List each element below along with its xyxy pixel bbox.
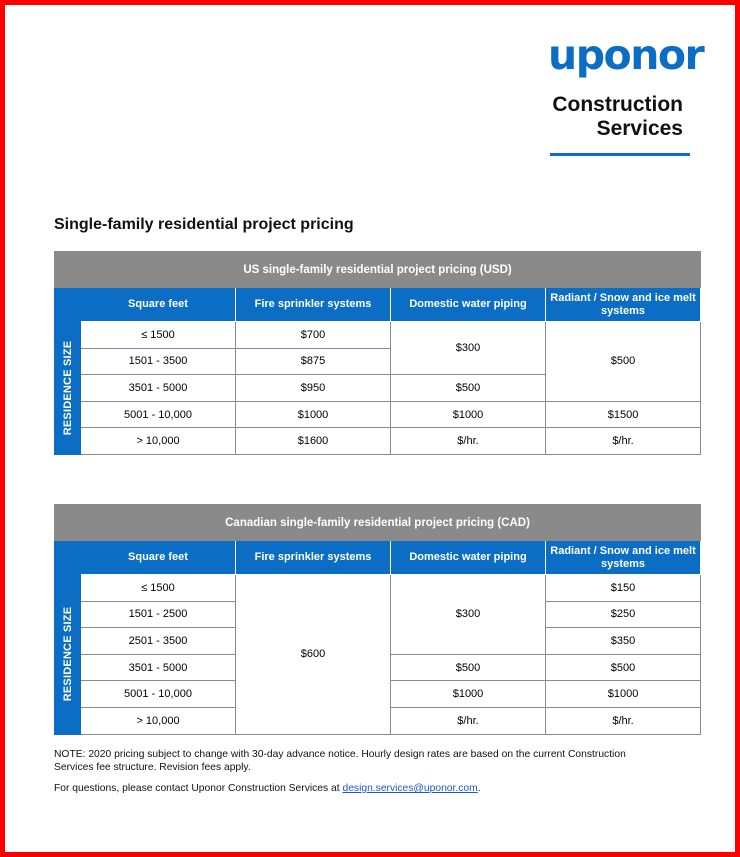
- fire-cell: $1600: [236, 428, 391, 455]
- subtitle-line-2: Services: [596, 117, 683, 140]
- contact-prefix: For questions, please contact Uponor Construction Services at: [54, 783, 343, 794]
- radiant-cell: $250: [546, 601, 701, 628]
- table-row: [55, 428, 701, 455]
- us-pricing-table: [54, 251, 701, 455]
- radiant-cell: $500: [546, 322, 701, 402]
- water-cell: $1000: [391, 681, 546, 708]
- fire-cell: $1000: [236, 401, 391, 428]
- fire-cell: $875: [236, 348, 391, 375]
- water-cell: $/hr.: [391, 428, 546, 455]
- size-cell: 5001 - 10,000: [81, 401, 236, 428]
- uponor-logo: uponor: [548, 31, 704, 79]
- radiant-cell: $/hr.: [546, 707, 701, 734]
- size-cell: 1501 - 3500: [81, 348, 236, 375]
- col-fire-sprinkler: Fire sprinkler systems: [236, 541, 391, 575]
- size-cell: 3501 - 5000: [81, 654, 236, 681]
- contact-suffix: .: [477, 783, 481, 794]
- water-cell: $/hr.: [391, 707, 546, 734]
- radiant-cell: $1500: [546, 401, 701, 428]
- radiant-cell: $150: [546, 575, 701, 602]
- fire-cell: $600: [236, 575, 391, 735]
- water-cell: $1000: [391, 401, 546, 428]
- col-square-feet: Square feet: [81, 541, 236, 575]
- brand-divider: [550, 153, 690, 156]
- radiant-cell: $350: [546, 628, 701, 655]
- radiant-cell: $/hr.: [546, 428, 701, 455]
- table-row: [55, 322, 701, 349]
- size-cell: ≤ 1500: [81, 575, 236, 602]
- us-table-caption: US single-family residential project pricing (USD): [55, 252, 701, 288]
- contact-email-link[interactable]: design.services@uponor.com: [342, 783, 478, 794]
- water-cell: $500: [391, 375, 546, 402]
- brand-subtitle: [552, 93, 683, 141]
- col-domestic-water: Domestic water piping: [391, 288, 546, 322]
- water-cell: $300: [391, 575, 546, 655]
- radiant-cell: $500: [546, 654, 701, 681]
- size-cell: ≤ 1500: [81, 322, 236, 349]
- header-spacer: [55, 288, 81, 322]
- radiant-cell: $1000: [546, 681, 701, 708]
- contact-line: [54, 783, 481, 794]
- residence-size-label: RESIDENCE SIZE: [55, 322, 81, 455]
- size-cell: 5001 - 10,000: [81, 681, 236, 708]
- col-radiant: Radiant / Snow and ice melt systems: [546, 288, 701, 322]
- fire-cell: $950: [236, 375, 391, 402]
- header-spacer: [55, 541, 81, 575]
- size-cell: > 10,000: [81, 428, 236, 455]
- fire-cell: $700: [236, 322, 391, 349]
- pricing-note: NOTE: 2020 pricing subject to change with 30-day advance notice. Hourly design rates are based on the current Construction Services fee structure. Revision fees apply.: [54, 749, 626, 773]
- table-row: [55, 575, 701, 602]
- residence-size-label: RESIDENCE SIZE: [55, 575, 81, 735]
- col-radiant: Radiant / Snow and ice melt systems: [546, 541, 701, 575]
- col-fire-sprinkler: Fire sprinkler systems: [236, 288, 391, 322]
- water-cell: $500: [391, 654, 546, 681]
- size-cell: 3501 - 5000: [81, 375, 236, 402]
- col-square-feet: Square feet: [81, 288, 236, 322]
- col-domestic-water: Domestic water piping: [391, 541, 546, 575]
- ca-pricing-table: [54, 504, 701, 735]
- water-cell: $300: [391, 322, 546, 375]
- size-cell: 2501 - 3500: [81, 628, 236, 655]
- size-cell: > 10,000: [81, 707, 236, 734]
- subtitle-line-1: Construction: [552, 93, 683, 116]
- table-row: [55, 401, 701, 428]
- ca-table-caption: Canadian single-family residential project pricing (CAD): [55, 505, 701, 541]
- size-cell: 1501 - 2500: [81, 601, 236, 628]
- page-heading: Single-family residential project pricing: [54, 216, 354, 233]
